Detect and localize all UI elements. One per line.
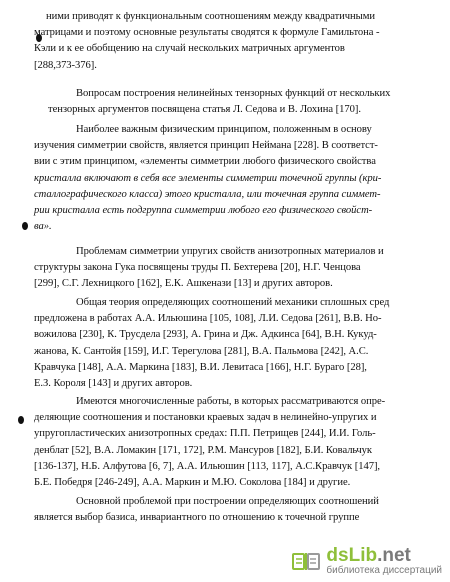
text-line: деляющие соотношения и постановки краевых задач в нелинейно-упругих и	[34, 412, 377, 424]
text-line: Наиболее важным физическим принципом, положенным в основу	[76, 124, 372, 135]
text-line: является выбор базиса, инвариантного по отношению к точечной группе	[34, 512, 360, 524]
paragraph	[34, 9, 426, 74]
text-line: ва».	[34, 221, 52, 233]
text-line: вожилова [230], К. Трусдела [293], А. Грина и Дж. Адкинса [64], В.Н. Кукуд-	[34, 329, 377, 341]
text-line: вии с этим принципом, «элементы симметрии любого физического свойства	[34, 156, 376, 168]
text-line: ними приводят к функциональным соотношениям между квадратичными	[46, 11, 376, 22]
text-line: изучения симметрии свойств, является принцип Неймана [228]. В соответст-	[34, 140, 378, 152]
paragraph	[34, 295, 426, 392]
text-line: структуры закона Гука посвящены труды П. Бехтерева [20], Н.Г. Ченцова	[34, 262, 361, 274]
text-line: тензорных аргументов посвящена статья Л. Седова и В. Лохина [170].	[48, 104, 361, 116]
text-line: Основной проблемой при построении определяющих соотношений	[76, 496, 379, 507]
text-line: рии кристалла есть подгруппа симметрии любого его физического свойст-	[34, 205, 373, 217]
text-line: [136-137], Н.Б. Алфутова [6, 7], А.А. Ильюшин [113, 117], А.С.Кравчук [147],	[34, 460, 381, 472]
text-line: Е.З. Короля [143] и других авторов.	[34, 378, 193, 390]
margin-punch-mark	[18, 416, 24, 424]
text-line: кристалла включают в себя все элементы симметрии точечной группы (кри-	[34, 172, 382, 184]
text-line: сталлографического класса) этого кристалла, или точечная группа симмет-	[34, 188, 381, 200]
text-line: [299], С.Г. Лехницкого [162], Е.К. Ашкенази [13] и других авторов.	[34, 278, 333, 290]
book-logo-icon	[291, 550, 321, 572]
watermark-brand	[326, 546, 442, 565]
text-line: [288,373-376].	[34, 59, 97, 71]
paragraph	[34, 86, 426, 118]
text-line: матрицами и поэтому основные результаты сводятся к формуле Гамильтона -	[34, 27, 380, 39]
text-line: Б.Е. Победря [246-249], А.А. Маркин и М.Ю. Соколова [184] и другие.	[34, 477, 351, 489]
text-line: Вопросам построения нелинейных тензорных функций от нескольких	[76, 88, 391, 99]
paragraph	[34, 494, 426, 526]
site-watermark	[291, 546, 442, 576]
text-line: жанова, К. Сантойя [159], И.Г. Терегулова [281], В.А. Пальмова [242], А.С.	[34, 345, 369, 357]
text-line: Кэли и к ее обобщению на случай нескольких матричных аргументов	[34, 43, 345, 55]
margin-punch-mark	[22, 222, 28, 230]
paragraph	[34, 122, 426, 235]
text-line: денблат [52], В.А. Ломакин [171, 172], Р.М. Мансуров [182], Б.И. Ковальчук	[34, 444, 373, 456]
text-line: Имеются многочисленные работы, в которых рассматриваются опре-	[76, 396, 386, 407]
text-line: Общая теория определяющих соотношений механики сплошных сред	[76, 297, 390, 308]
paragraph	[34, 244, 426, 293]
text-line: предложена в работах А.А. Ильюшина [105, 108], Л.И. Седова [261], В.В. Но-	[34, 313, 382, 325]
text-line: упругопластических анизотропных средах: П.П. Петрищев [244], И.И. Голь-	[34, 428, 376, 440]
watermark-brand-part2: .net	[377, 545, 411, 566]
text-line: Кравчука [148], А.А. Маркина [183], В.И. Левитаса [166], Н.Г. Бураго [28],	[34, 361, 367, 373]
paragraph	[34, 394, 426, 491]
watermark-brand-part1: dsLib	[326, 545, 378, 566]
text-line: Проблемам симметрии упругих свойств анизотропных материалов и	[76, 246, 384, 257]
watermark-subtitle: библиотека диссертаций	[326, 565, 442, 576]
